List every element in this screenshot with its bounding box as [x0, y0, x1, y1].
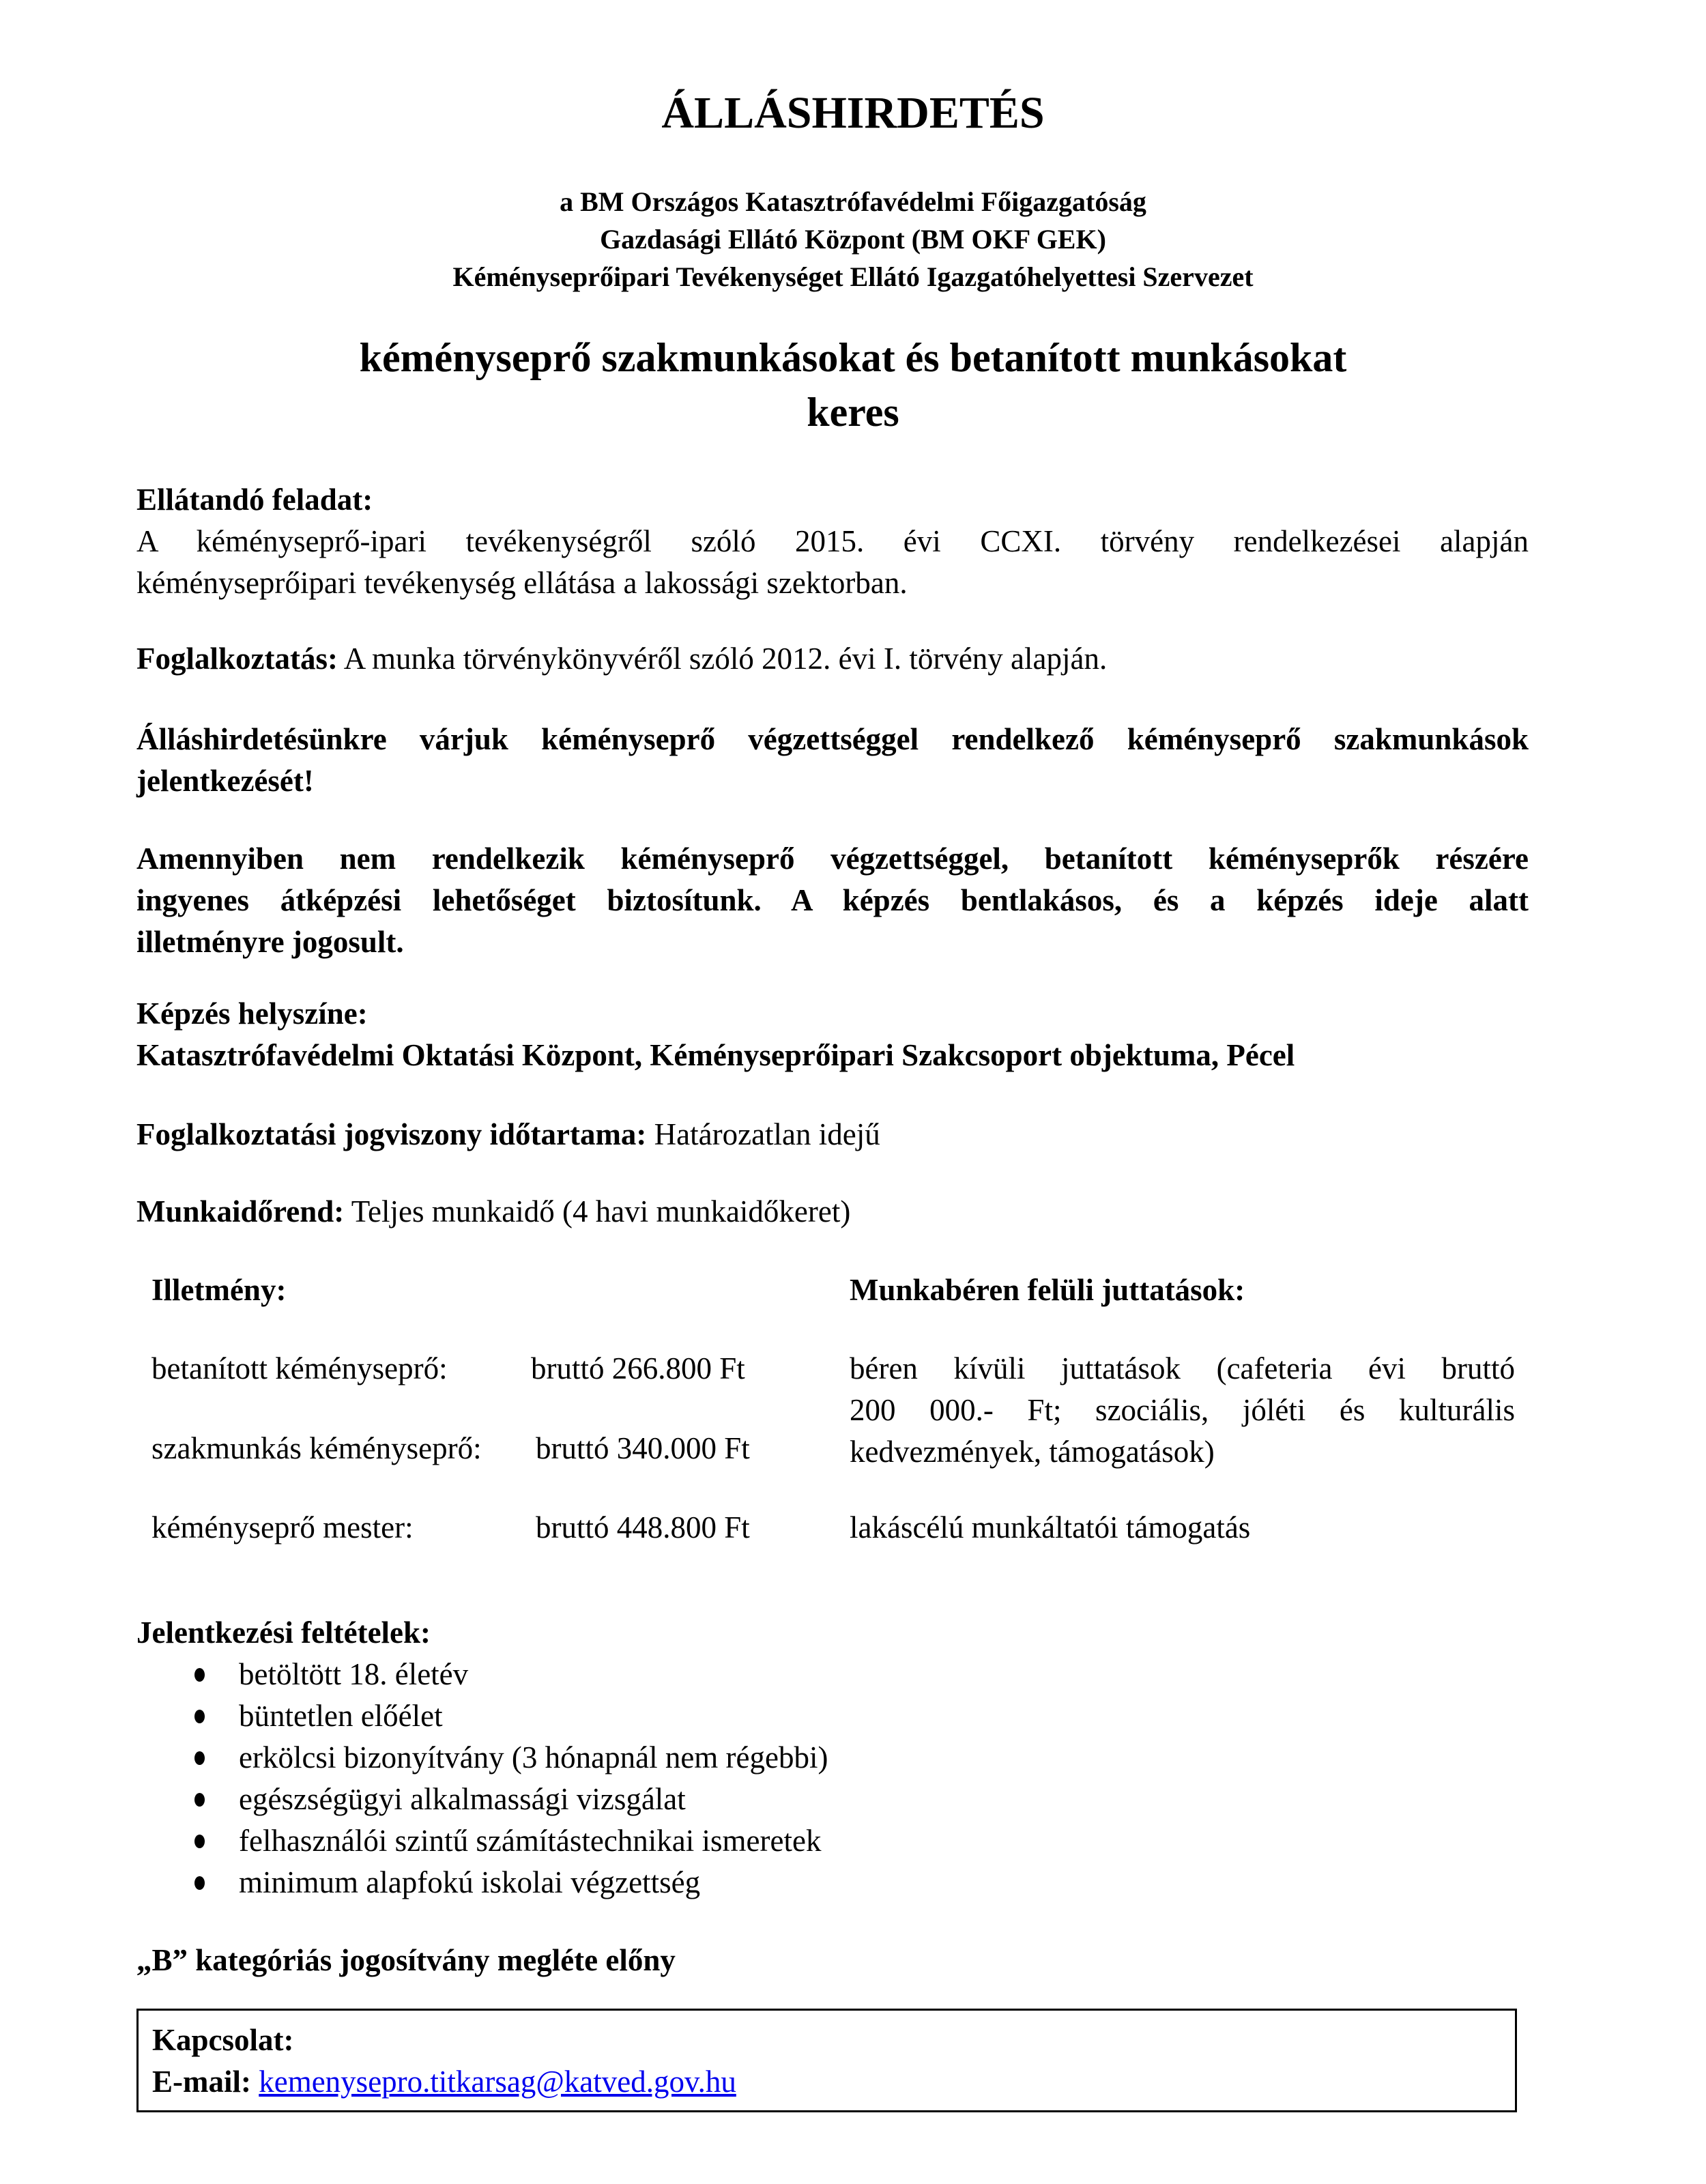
benefit-item-line-1: béren kívüli juttatások (cafeteria évi bruttó: [850, 1351, 1515, 1385]
benefit-item-line-2: 200 000.- Ft; szociális, jóléti és kulturális: [850, 1393, 1515, 1427]
email-link[interactable]: kemenysepro.titkarsag@katved.gov.hu: [259, 2065, 736, 2099]
requirement-text: felhasználói szintű számítástechnikai ismeretek: [239, 1824, 822, 1858]
call-line-1: Álláshirdetésünkre várjuk kéményseprő végzettséggel rendelkező kéményseprő szakmunkások: [136, 722, 1529, 756]
benefit-item-line-3: kedvezmények, támogatások): [850, 1435, 1215, 1469]
benefit-item: lakáscélú munkáltatói támogatás: [850, 1510, 1251, 1544]
benefits-heading: Munkabéren felüli juttatások:: [850, 1273, 1245, 1307]
requirements-label: Jelentkezési feltételek:: [136, 1615, 431, 1650]
training-location-section: [136, 993, 1529, 1076]
task-text-line-1: A kéményseprő-ipari tevékenységről szóló 2015. évi CCXI. törvény rendelkezései alapján: [136, 524, 1529, 558]
requirement-item: [136, 1779, 1529, 1820]
salary-amount: bruttó 448.800 Ft: [536, 1510, 750, 1544]
headline-line-2: keres: [807, 390, 899, 435]
employment-label: Foglalkoztatás:: [136, 642, 338, 676]
bullet-icon: [194, 1835, 205, 1848]
requirement-item: [136, 1820, 1529, 1862]
document-title: ÁLLÁSHIRDETÉS: [661, 88, 1045, 138]
task-section: [136, 479, 1529, 604]
schedule-value: Teljes munkaidő (4 havi munkaidőkeret): [344, 1194, 851, 1228]
salary-role: szakmunkás kéményseprő:: [151, 1431, 482, 1465]
benefit-item: [850, 1348, 1515, 1473]
training-offer-line-2: ingyenes átképzési lehetőséget biztosítunk. A képzés bentlakásos, és a képzés ideje alatt: [136, 883, 1529, 917]
bullet-icon: [194, 1710, 205, 1723]
requirement-text: büntetlen előélet: [239, 1699, 443, 1733]
duration-label: Foglalkoztatási jogviszony időtartama:: [136, 1117, 647, 1151]
contact-email-row: [152, 2061, 736, 2103]
training-offer-line-3: illetményre jogosult.: [136, 925, 404, 959]
requirement-item: [136, 1862, 1529, 1903]
salary-role: betanított kéményseprő:: [151, 1351, 448, 1385]
training-location-value: Katasztrófavédelmi Oktatási Központ, Kéményseprőipari Szakcsoport objektuma, Pécel: [136, 1038, 1295, 1072]
requirement-text: minimum alapfokú iskolai végzettség: [239, 1865, 701, 1899]
call-line-2: jelentkezését!: [136, 764, 314, 798]
requirements-list: [136, 1654, 1529, 1903]
headline-line-1: kéményseprő szakmunkásokat és betanított munkásokat: [359, 335, 1347, 380]
training-location-label: Képzés helyszíne:: [136, 996, 368, 1031]
bullet-icon: [194, 1876, 205, 1890]
employment-section: [136, 638, 1529, 680]
advantage-note: „B” kategóriás jogosítvány megléte előny: [136, 1943, 676, 1977]
schedule-section: [136, 1191, 1529, 1233]
contact-box: [136, 2009, 1517, 2112]
requirements-section: [136, 1612, 1529, 1903]
organization-line-3: Kéményseprőipari Tevékenységet Ellátó Igazgatóhelyettesi Szervezet: [452, 261, 1254, 292]
call-section: [136, 719, 1529, 802]
requirement-text: erkölcsi bizonyítvány (3 hónapnál nem régebbi): [239, 1740, 828, 1774]
email-label: E-mail:: [152, 2065, 251, 2099]
training-offer-section: [136, 838, 1529, 963]
organization-line-2: Gazdasági Ellátó Központ (BM OKF GEK): [600, 224, 1106, 255]
bullet-icon: [194, 1668, 205, 1682]
requirement-item: [136, 1737, 1529, 1779]
requirement-text: egészségügyi alkalmassági vizsgálat: [239, 1782, 686, 1816]
training-offer-line-1: Amennyiben nem rendelkezik kéményseprő végzettséggel, betanított kéményseprők részére: [136, 842, 1529, 876]
duration-section: [136, 1114, 1529, 1155]
organization-line-1: a BM Országos Katasztrófavédelmi Főigazgatóság: [560, 186, 1146, 217]
salary-role: kéményseprő mester:: [151, 1510, 414, 1544]
requirement-text: betöltött 18. életév: [239, 1657, 469, 1691]
salary-amount: bruttó 340.000 Ft: [536, 1431, 750, 1465]
salary-heading: Illetmény:: [151, 1273, 287, 1307]
contact-label: Kapcsolat:: [152, 2023, 294, 2057]
bullet-icon: [194, 1751, 205, 1765]
requirement-item: [136, 1654, 1529, 1695]
task-text-line-2: kéményseprőipari tevékenység ellátása a lakossági szektorban.: [136, 566, 908, 600]
employment-text: A munka törvénykönyvéről szóló 2012. évi I. törvény alapján.: [337, 642, 1108, 676]
bullet-icon: [194, 1793, 205, 1807]
duration-value: Határozatlan idejű: [646, 1117, 880, 1151]
requirement-item: [136, 1695, 1529, 1737]
salary-amount: bruttó 266.800 Ft: [531, 1351, 745, 1385]
schedule-label: Munkaidőrend:: [136, 1194, 345, 1228]
task-label: Ellátandó feladat:: [136, 483, 373, 517]
